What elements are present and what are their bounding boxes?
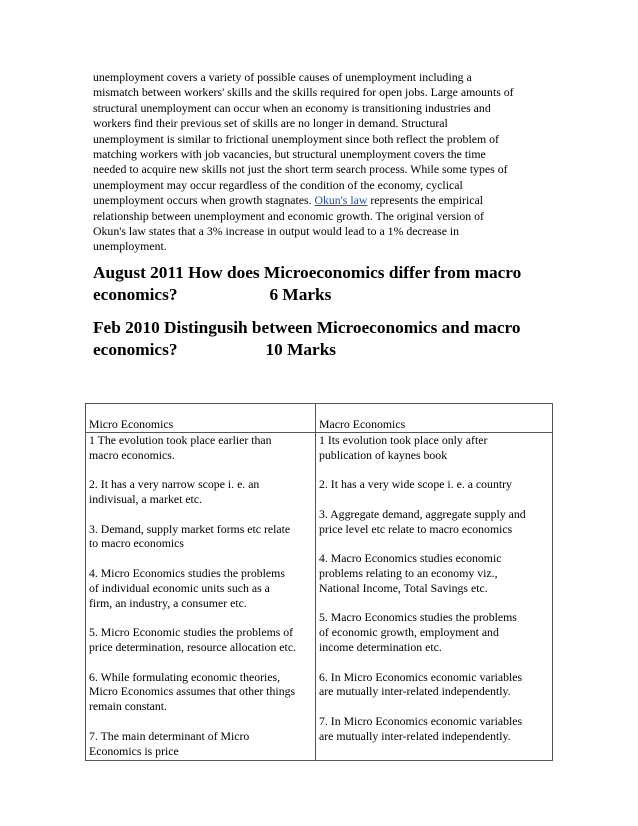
macro-point-5: 5. Macro Economics studies the problems of economic growth, employment and income determination etc. xyxy=(319,610,517,654)
header-micro-economics: Micro Economics xyxy=(86,404,316,433)
macro-point-2: 2. It has a very wide scope i. e. a country xyxy=(319,477,512,492)
micro-economics-column xyxy=(86,432,316,761)
unemployment-paragraph xyxy=(93,70,553,255)
macro-point-6: 6. In Micro Economics economic variables are mutually inter-related independently. xyxy=(319,669,523,699)
question-heading-feb-2010 xyxy=(93,317,563,361)
question-line xyxy=(93,284,563,306)
macro-point-3: 3. Aggregate demand, aggregate supply and price level etc relate to macro economics xyxy=(319,506,526,536)
question-marks: 10 Marks xyxy=(265,340,337,359)
question-text: economics? xyxy=(93,340,178,359)
question-heading-august-2011 xyxy=(93,262,563,306)
micro-point-3: 3. Demand, supply market forms etc relate to macro economics xyxy=(89,521,291,551)
macro-point-7: 7. In Micro Economics economic variables are mutually inter-related independently. xyxy=(319,713,523,743)
table-header-row xyxy=(86,404,553,433)
micro-point-5: 5. Micro Economic studies the problems of price determination, resource allocation etc. xyxy=(89,625,297,654)
comparison-table xyxy=(85,403,553,761)
question-marks: 6 Marks xyxy=(269,285,332,304)
paragraph-text-end: represents the empirical relationship between unemployment and economic growth. The original version of Okun's law states that a 3% increase in output would lead to a 1% decrease in unemployment. xyxy=(93,193,484,254)
question-line: Feb 2010 Distingusih between Microeconomics and macro xyxy=(93,318,521,337)
table-row xyxy=(86,432,553,761)
micro-point-6: 6. While formulating economic theories, Micro Economics assumes that other things remain constant. xyxy=(89,669,296,714)
question-line xyxy=(93,339,563,361)
micro-point-7: 7. The main determinant of Micro Economics is price xyxy=(89,728,250,758)
micro-point-4: 4. Micro Economics studies the problems of individual economic units such as a firm, an industry, a consumer etc. xyxy=(89,565,285,610)
macro-point-4: 4. Macro Economics studies economic problems relating to an economy viz., National Income, Total Savings etc. xyxy=(319,551,502,595)
paragraph-text-start: unemployment covers a variety of possible causes of unemployment including a mismatch between workers' skills and the skills required for open jobs. Large amounts of structural unemployment can occur when an economy is transitioning industries and workers find their previous set of skills are no longer in demand. Structural unemployment is similar to frictional unemployment since both reflect the problem of matching workers with job vacancies, but structural unemployment covers the time needed to acquire new skills not just the short term search process. While some types of unemployment may occur regardless of the condition of the economy, cyclical unemployment occurs when growth stagnates. xyxy=(93,70,514,208)
macro-economics-column xyxy=(316,432,553,761)
question-text: economics? xyxy=(93,285,178,304)
okuns-law-link[interactable]: Okun's law xyxy=(314,193,368,208)
macro-point-1: 1 Its evolution took place only after publication of kaynes book xyxy=(319,432,488,462)
micro-point-2: 2. It has a very narrow scope i. e. an indivisual, a market etc. xyxy=(89,477,260,506)
question-line: August 2011 How does Microeconomics differ from macro xyxy=(93,263,522,282)
micro-point-1: 1 The evolution took place earlier than macro economics. xyxy=(89,432,272,462)
header-macro-economics: Macro Economics xyxy=(316,404,553,433)
